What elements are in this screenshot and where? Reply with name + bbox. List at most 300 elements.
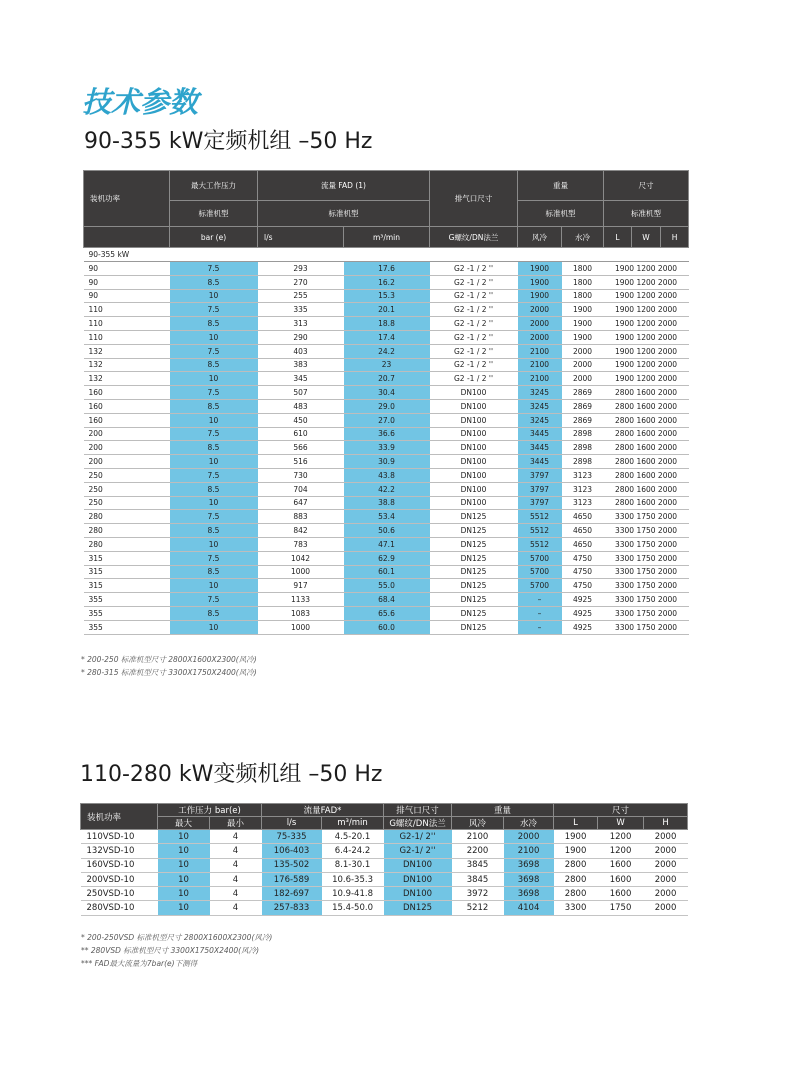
table-cell: 2000 xyxy=(504,830,554,844)
table-row xyxy=(84,524,689,538)
header-w: W xyxy=(598,817,644,830)
table-cell: 90 xyxy=(84,289,170,303)
table-cell: 1042 xyxy=(258,551,344,565)
table-cell: 60.0 xyxy=(344,620,430,634)
table-cell: 10.6-35.3 xyxy=(322,872,384,886)
section2-heading: 110-280 kW变频机组 –50 Hz xyxy=(80,762,383,787)
table-cell: DN100 xyxy=(430,427,518,441)
header-std-model: 标准机型 xyxy=(604,201,689,227)
table-cell: 270 xyxy=(258,275,344,289)
table-cell: 1900 1200 2000 xyxy=(604,358,689,372)
table-cell: 2000 xyxy=(562,358,604,372)
table-cell: 132 xyxy=(84,344,170,358)
table-cell: G2 -1 / 2 '' xyxy=(430,289,518,303)
table-cell: DN125 xyxy=(430,510,518,524)
table-cell: 4650 xyxy=(562,524,604,538)
header-flow: 流量 FAD (1) xyxy=(258,171,430,201)
table-row xyxy=(84,358,689,372)
range-label: 90-355 kW xyxy=(84,248,689,262)
table-cell: DN100 xyxy=(430,413,518,427)
table-cell: – xyxy=(518,620,562,634)
page-title: 技术参数 xyxy=(82,85,199,119)
table-cell: DN100 xyxy=(384,858,452,872)
table-cell: 30.9 xyxy=(344,455,430,469)
table-cell: 3300 1750 2000 xyxy=(604,510,689,524)
table-cell: 42.2 xyxy=(344,482,430,496)
table-row xyxy=(84,262,689,276)
table-row xyxy=(84,275,689,289)
table-row xyxy=(84,303,689,317)
header-std-model: 标准机型 xyxy=(170,201,258,227)
table-cell: – xyxy=(518,593,562,607)
table-cell: 20.1 xyxy=(344,303,430,317)
header-min: 最小 xyxy=(210,817,262,830)
table-cell: 1900 1200 2000 xyxy=(604,344,689,358)
table-cell: 566 xyxy=(258,441,344,455)
table-cell: 200 xyxy=(84,441,170,455)
table-row xyxy=(84,510,689,524)
table-cell: 15.4-50.0 xyxy=(322,901,384,915)
table-cell: 1800 xyxy=(562,289,604,303)
table-cell: 3445 xyxy=(518,427,562,441)
table-cell: 132 xyxy=(84,372,170,386)
table-cell: 1900 xyxy=(562,330,604,344)
table-cell: 1800 xyxy=(562,275,604,289)
table-cell: 8.5 xyxy=(170,524,258,538)
header-water: 水冷 xyxy=(562,227,604,248)
header-h: H xyxy=(661,227,689,248)
table-cell: 1900 xyxy=(554,830,598,844)
table-cell: 3123 xyxy=(562,482,604,496)
table-cell: 2000 xyxy=(644,844,688,858)
header-power: 装机功率 xyxy=(81,804,158,830)
table-cell: 4650 xyxy=(562,537,604,551)
table-row xyxy=(84,593,689,607)
table-cell: 2100 xyxy=(518,344,562,358)
table-cell: DN125 xyxy=(430,524,518,538)
table-cell: 2869 xyxy=(562,386,604,400)
table-cell: G2 -1 / 2 '' xyxy=(430,372,518,386)
table-cell: 10 xyxy=(170,496,258,510)
fixed-speed-spec-table xyxy=(83,170,689,635)
note: *** FAD最大流量为7bar(e)下测得 xyxy=(81,959,198,968)
table-cell: 2000 xyxy=(562,372,604,386)
table-cell: 345 xyxy=(258,372,344,386)
table-cell: 2800 1600 2000 xyxy=(604,455,689,469)
table-cell: 3123 xyxy=(562,496,604,510)
table-cell: 5700 xyxy=(518,565,562,579)
table-cell: 10 xyxy=(170,455,258,469)
table-cell: 2800 1600 2000 xyxy=(604,427,689,441)
table-cell: 7.5 xyxy=(170,386,258,400)
header-unit-ls: l/s xyxy=(262,817,322,830)
table-cell: 10 xyxy=(170,579,258,593)
variable-speed-spec-table xyxy=(80,803,688,916)
table-cell: G2 -1 / 2 '' xyxy=(430,303,518,317)
table-cell: 3300 1750 2000 xyxy=(604,620,689,634)
table-cell: 3245 xyxy=(518,386,562,400)
table-cell: 2800 1600 2000 xyxy=(604,441,689,455)
table-cell: 160 xyxy=(84,399,170,413)
table-cell: 24.2 xyxy=(344,344,430,358)
table-cell: 106-403 xyxy=(262,844,322,858)
table-cell: 280 xyxy=(84,537,170,551)
table-cell: 17.4 xyxy=(344,330,430,344)
table-cell: 355 xyxy=(84,620,170,634)
table-cell: 257-833 xyxy=(262,901,322,915)
table-cell: 7.5 xyxy=(170,593,258,607)
table-cell: 2100 xyxy=(518,358,562,372)
table-cell: 2100 xyxy=(452,830,504,844)
table-cell: – xyxy=(518,606,562,620)
table-cell: 10 xyxy=(158,858,210,872)
table-cell: 62.9 xyxy=(344,551,430,565)
table-cell: 4 xyxy=(210,830,262,844)
table-cell: 4750 xyxy=(562,551,604,565)
table-cell: 10 xyxy=(170,413,258,427)
table-cell: 8.5 xyxy=(170,317,258,331)
table-cell: 5212 xyxy=(452,901,504,915)
header-unit-outlet: G螺纹/DN法兰 xyxy=(384,817,452,830)
table-cell: 1900 xyxy=(554,844,598,858)
table-cell: 280VSD-10 xyxy=(81,901,158,915)
table-row xyxy=(84,413,689,427)
table-cell: 1200 xyxy=(598,844,644,858)
table-cell: 7.5 xyxy=(170,551,258,565)
table-cell: 1000 xyxy=(258,620,344,634)
table-cell: 355 xyxy=(84,606,170,620)
table-cell: DN125 xyxy=(430,551,518,565)
table-cell: 280 xyxy=(84,524,170,538)
table-cell: 15.3 xyxy=(344,289,430,303)
table-cell: DN100 xyxy=(430,496,518,510)
table-cell: 4750 xyxy=(562,579,604,593)
table-cell: 2800 xyxy=(554,858,598,872)
table-cell: 2800 1600 2000 xyxy=(604,482,689,496)
header-unit-bar: bar (e) xyxy=(170,227,258,248)
table-cell: 1900 1200 2000 xyxy=(604,372,689,386)
table-cell: 3300 1750 2000 xyxy=(604,537,689,551)
table-cell: 3300 1750 2000 xyxy=(604,551,689,565)
header-dims: 尺寸 xyxy=(554,804,688,817)
header-pressure: 工作压力 bar(e) xyxy=(158,804,262,817)
table-cell: 293 xyxy=(258,262,344,276)
table-cell: 65.6 xyxy=(344,606,430,620)
header-air: 风冷 xyxy=(518,227,562,248)
table-cell: 3972 xyxy=(452,887,504,901)
table-cell: 200 xyxy=(84,455,170,469)
header-empty xyxy=(84,227,170,248)
table-cell: 2000 xyxy=(518,303,562,317)
table-cell: 27.0 xyxy=(344,413,430,427)
table-cell: 10 xyxy=(158,844,210,858)
table-cell: 647 xyxy=(258,496,344,510)
table-cell: 2898 xyxy=(562,441,604,455)
table-cell: 135-502 xyxy=(262,858,322,872)
table-cell: 4 xyxy=(210,887,262,901)
table-cell: 50.6 xyxy=(344,524,430,538)
table-cell: 1600 xyxy=(598,872,644,886)
table-row xyxy=(81,830,688,844)
table-cell: 4 xyxy=(210,872,262,886)
table-cell: 7.5 xyxy=(170,510,258,524)
table-row xyxy=(81,844,688,858)
table-cell: 250 xyxy=(84,468,170,482)
table-cell: 250VSD-10 xyxy=(81,887,158,901)
table-cell: 132VSD-10 xyxy=(81,844,158,858)
table-cell: 3245 xyxy=(518,413,562,427)
table-cell: 110 xyxy=(84,303,170,317)
header-unit-outlet: G螺纹/DN法兰 xyxy=(430,227,518,248)
table-cell: G2-1/ 2'' xyxy=(384,844,452,858)
table-row xyxy=(84,496,689,510)
table-row xyxy=(84,620,689,634)
table-cell: G2-1/ 2'' xyxy=(384,830,452,844)
table-cell: 1600 xyxy=(598,887,644,901)
table-cell: 7.5 xyxy=(170,427,258,441)
table-cell: DN100 xyxy=(384,872,452,886)
table-cell: 783 xyxy=(258,537,344,551)
table-cell: 1900 1200 2000 xyxy=(604,275,689,289)
table-cell: 3445 xyxy=(518,441,562,455)
table-cell: 3300 xyxy=(554,901,598,915)
table-cell: G2 -1 / 2 '' xyxy=(430,262,518,276)
table-cell: 10 xyxy=(170,289,258,303)
table-cell: 10 xyxy=(158,872,210,886)
header-water: 水冷 xyxy=(504,817,554,830)
table-cell: 2800 1600 2000 xyxy=(604,496,689,510)
table-cell: 90 xyxy=(84,262,170,276)
table-cell: 10 xyxy=(170,330,258,344)
table-cell: DN100 xyxy=(430,455,518,469)
table-cell: 5700 xyxy=(518,551,562,565)
table-cell: 8.5 xyxy=(170,399,258,413)
header-unit-ls: l/s xyxy=(258,227,344,248)
table-cell: 3797 xyxy=(518,468,562,482)
table-cell: DN125 xyxy=(430,620,518,634)
table-cell: 2000 xyxy=(562,344,604,358)
table-cell: 2000 xyxy=(518,330,562,344)
table-cell: 38.8 xyxy=(344,496,430,510)
table-row xyxy=(81,901,688,915)
table-cell: DN100 xyxy=(430,386,518,400)
table-cell: DN125 xyxy=(430,537,518,551)
table-cell: 10.9-41.8 xyxy=(322,887,384,901)
note: * 200-250VSD 标准机型尺寸 2800X1600X2300(风冷) xyxy=(81,933,273,942)
table-row xyxy=(84,330,689,344)
table-cell: 2100 xyxy=(518,372,562,386)
table-row xyxy=(84,386,689,400)
table-cell: 18.8 xyxy=(344,317,430,331)
table-cell: 2898 xyxy=(562,427,604,441)
table-row xyxy=(84,317,689,331)
table-cell: 4 xyxy=(210,858,262,872)
table-cell: 250 xyxy=(84,496,170,510)
table-cell: 1800 xyxy=(562,262,604,276)
table-cell: 5512 xyxy=(518,510,562,524)
table-cell: 16.2 xyxy=(344,275,430,289)
table-cell: 3797 xyxy=(518,496,562,510)
table-cell: 3300 1750 2000 xyxy=(604,565,689,579)
table-cell: G2 -1 / 2 '' xyxy=(430,317,518,331)
table-row xyxy=(84,565,689,579)
table-cell: 3123 xyxy=(562,468,604,482)
table-cell: 3445 xyxy=(518,455,562,469)
table-cell: 8.5 xyxy=(170,482,258,496)
table-cell: 450 xyxy=(258,413,344,427)
table-cell: 17.6 xyxy=(344,262,430,276)
table-cell: 383 xyxy=(258,358,344,372)
table-cell: 23 xyxy=(344,358,430,372)
header-weight: 重量 xyxy=(518,171,604,201)
table-cell: 1900 xyxy=(518,275,562,289)
table-cell: 1900 1200 2000 xyxy=(604,330,689,344)
header-l: L xyxy=(604,227,632,248)
header-dims: 尺寸 xyxy=(604,171,689,201)
table-cell: 4925 xyxy=(562,606,604,620)
table-cell: 335 xyxy=(258,303,344,317)
section1-heading: 90-355 kW定频机组 –50 Hz xyxy=(84,129,373,154)
table-cell: DN125 xyxy=(384,901,452,915)
table-cell: G2 -1 / 2 '' xyxy=(430,358,518,372)
table-cell: 10 xyxy=(158,887,210,901)
table-cell: 3698 xyxy=(504,858,554,872)
table-row xyxy=(84,551,689,565)
table-cell: 160 xyxy=(84,413,170,427)
header-outlet: 排气口尺寸 xyxy=(384,804,452,817)
table-cell: 4650 xyxy=(562,510,604,524)
table-cell: 8.5 xyxy=(170,441,258,455)
table-cell: 2800 1600 2000 xyxy=(604,468,689,482)
header-max: 最大 xyxy=(158,817,210,830)
table-cell: 8.5 xyxy=(170,275,258,289)
table-cell: 30.4 xyxy=(344,386,430,400)
table-cell: 1900 1200 2000 xyxy=(604,262,689,276)
table-cell: 2800 1600 2000 xyxy=(604,413,689,427)
table-cell: 7.5 xyxy=(170,468,258,482)
table-cell: DN100 xyxy=(430,468,518,482)
table-cell: 8.5 xyxy=(170,358,258,372)
table-cell: 4104 xyxy=(504,901,554,915)
table-cell: 200 xyxy=(84,427,170,441)
table-cell: 250 xyxy=(84,482,170,496)
table-cell: 3698 xyxy=(504,887,554,901)
table-cell: 842 xyxy=(258,524,344,538)
table-cell: 2800 1600 2000 xyxy=(604,399,689,413)
table-cell: 8.1-30.1 xyxy=(322,858,384,872)
table-cell: 4925 xyxy=(562,593,604,607)
header-h: H xyxy=(644,817,688,830)
table-row xyxy=(84,468,689,482)
table-cell: 10 xyxy=(158,901,210,915)
table-cell: 10 xyxy=(170,372,258,386)
table-cell: 2200 xyxy=(452,844,504,858)
table-row xyxy=(84,579,689,593)
table-cell: G2 -1 / 2 '' xyxy=(430,275,518,289)
table-cell: 47.1 xyxy=(344,537,430,551)
table-cell: 315 xyxy=(84,565,170,579)
table-cell: 3300 1750 2000 xyxy=(604,606,689,620)
table-row xyxy=(81,887,688,901)
header-l: L xyxy=(554,817,598,830)
note: * 280-315 标准机型尺寸 3300X1750X2400(风冷) xyxy=(81,668,257,677)
table-cell: 1900 xyxy=(518,289,562,303)
header-unit-m3: m³/min xyxy=(322,817,384,830)
table-cell: 313 xyxy=(258,317,344,331)
table-cell: 110 xyxy=(84,330,170,344)
table-cell: 1900 1200 2000 xyxy=(604,317,689,331)
table-cell: 60.1 xyxy=(344,565,430,579)
table-cell: 110 xyxy=(84,317,170,331)
table-cell: 516 xyxy=(258,455,344,469)
table-row xyxy=(84,399,689,413)
table-cell: G2 -1 / 2 '' xyxy=(430,344,518,358)
table-cell: 75-335 xyxy=(262,830,322,844)
table-cell: 90 xyxy=(84,275,170,289)
table-cell: 280 xyxy=(84,510,170,524)
header-max-pressure: 最大工作压力 xyxy=(170,171,258,201)
header-std-model: 标准机型 xyxy=(258,201,430,227)
table-cell: 1083 xyxy=(258,606,344,620)
table-cell: DN125 xyxy=(430,579,518,593)
header-air: 风冷 xyxy=(452,817,504,830)
table-cell: 110VSD-10 xyxy=(81,830,158,844)
table-cell: 483 xyxy=(258,399,344,413)
table-cell: 8.5 xyxy=(170,606,258,620)
table-cell: 1900 1200 2000 xyxy=(604,289,689,303)
header-w: W xyxy=(632,227,661,248)
table-cell: DN125 xyxy=(430,565,518,579)
table-cell: 43.8 xyxy=(344,468,430,482)
table-cell: 5512 xyxy=(518,537,562,551)
table-cell: 8.5 xyxy=(170,565,258,579)
table-cell: 200VSD-10 xyxy=(81,872,158,886)
header-flow: 流量FAD* xyxy=(262,804,384,817)
table-cell: 4.5-20.1 xyxy=(322,830,384,844)
table-cell: 7.5 xyxy=(170,262,258,276)
table-cell: 2869 xyxy=(562,413,604,427)
table-cell: 176-589 xyxy=(262,872,322,886)
table-cell: 10 xyxy=(158,830,210,844)
table-cell: 704 xyxy=(258,482,344,496)
table-cell: 3245 xyxy=(518,399,562,413)
table-cell: 1000 xyxy=(258,565,344,579)
table-cell: 3797 xyxy=(518,482,562,496)
table-row xyxy=(81,872,688,886)
table-cell: G2 -1 / 2 '' xyxy=(430,330,518,344)
table-row xyxy=(84,427,689,441)
table-cell: 2800 1600 2000 xyxy=(604,386,689,400)
table-cell: 20.7 xyxy=(344,372,430,386)
table-cell: 1900 xyxy=(518,262,562,276)
section1-notes xyxy=(81,653,257,679)
table-cell: 33.9 xyxy=(344,441,430,455)
table-cell: 3845 xyxy=(452,858,504,872)
table-cell: 7.5 xyxy=(170,303,258,317)
table-cell: 182-697 xyxy=(262,887,322,901)
table-cell: 4750 xyxy=(562,565,604,579)
table-row xyxy=(84,372,689,386)
table-cell: 6.4-24.2 xyxy=(322,844,384,858)
table-cell: 2000 xyxy=(644,887,688,901)
table-cell: 2000 xyxy=(644,858,688,872)
table-cell: 610 xyxy=(258,427,344,441)
table-cell: 1900 1200 2000 xyxy=(604,303,689,317)
table-cell: 1900 xyxy=(562,317,604,331)
table-cell: 4 xyxy=(210,901,262,915)
note: * 200-250 标准机型尺寸 2800X1600X2300(风冷) xyxy=(81,655,257,664)
table-row xyxy=(84,537,689,551)
